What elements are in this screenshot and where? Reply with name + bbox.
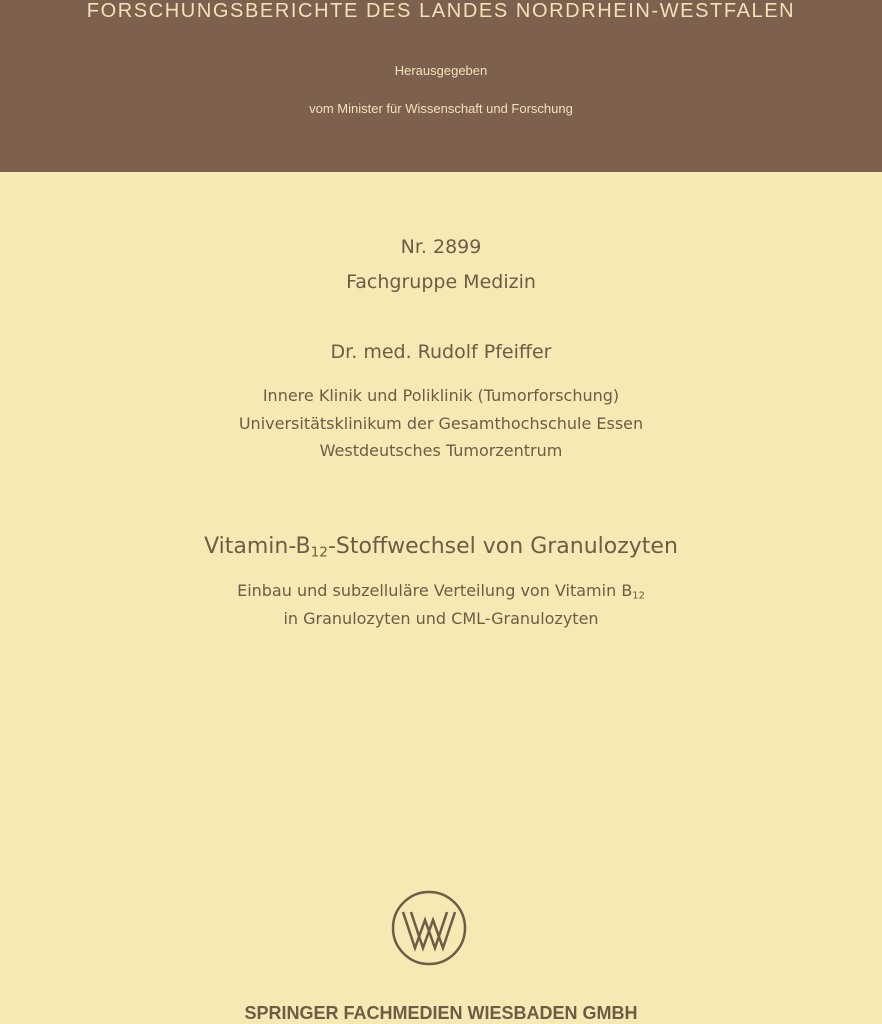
author-name: Dr. med. Rudolf Pfeiffer: [330, 341, 552, 363]
header-banner: [0, 0, 882, 172]
report-number: Nr. 2899: [400, 236, 482, 258]
publisher-line-1: Herausgegeben: [394, 63, 488, 78]
ww-circle-logo-icon: [391, 890, 467, 966]
book-title: [0, 534, 882, 560]
title-subscript: 12: [310, 544, 328, 561]
publisher-line-2: vom Minister für Wissenschaft und Forschung: [309, 101, 573, 116]
affiliation-line-3: Westdeutsches Tumorzentrum: [319, 441, 563, 460]
title-prefix: Vitamin-B: [204, 534, 311, 559]
affiliation-line-1: Innere Klinik und Poliklinik (Tumorforschung): [262, 386, 620, 405]
title-suffix: -Stoffwechsel von Granulozyten: [327, 534, 678, 559]
subtitle-line-1: [0, 581, 882, 601]
subject-group: Fachgruppe Medizin: [346, 271, 536, 293]
affiliation-line-2: Universitätsklinikum der Gesamthochschule Essen: [238, 414, 644, 433]
subtitle-line-2: in Granulozyten und CML-Granulozyten: [283, 609, 599, 628]
publisher-footer: SPRINGER FACHMEDIEN WIESBADEN GMBH: [244, 1003, 638, 1023]
subtitle-line-1-text: Einbau und subzelluläre Verteilung von Vitamin B: [237, 581, 633, 600]
series-title: FORSCHUNGSBERICHTE DES LANDES NORDRHEIN-WESTFALEN: [86, 0, 796, 22]
subtitle-subscript: 12: [632, 590, 645, 602]
